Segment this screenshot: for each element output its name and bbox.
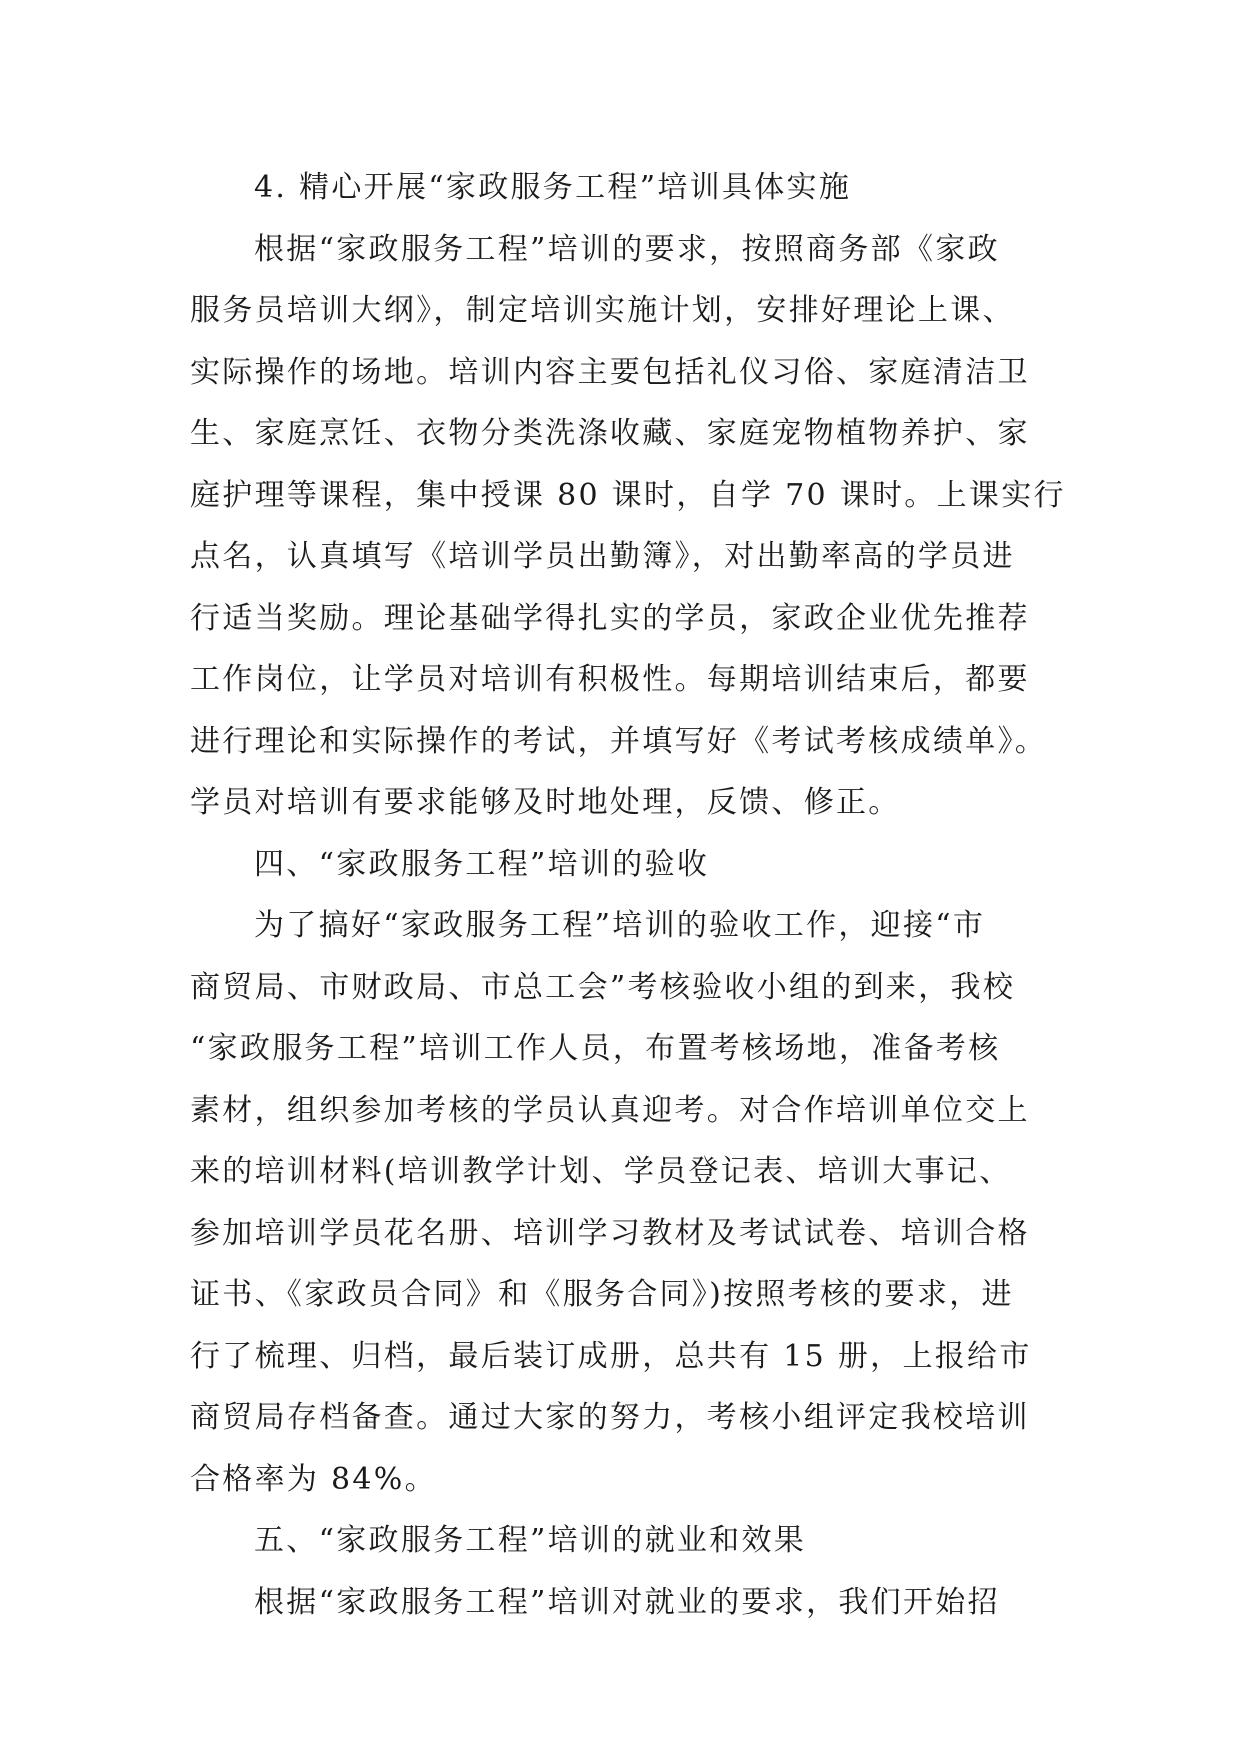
paragraph-line: 学员对培训有要求能够及时地处理，反馈、修正。 — [190, 785, 901, 820]
paragraph-line: 来的培训材料(培训教学计划、学员登记表、培训大事记、 — [190, 1154, 1012, 1189]
paragraph-line: 根据“家政服务工程”培训对就业的要求，我们开始招 — [254, 1584, 1000, 1620]
paragraph-line: 素材，组织参加考核的学员认真迎考。对合作培训单位交上 — [190, 1092, 1030, 1128]
paragraph-line: 根据“家政服务工程”培训的要求，按照商务部《家政 — [254, 231, 1000, 267]
paragraph-line: “家政服务工程”培训工作人员，布置考核场地，准备考核 — [190, 1031, 1001, 1066]
paragraph-line: 点名，认真填写《培训学员出勤簿》，对出勤率高的学员进 — [190, 539, 1015, 574]
paragraph-line: 合格率为 84%。 — [190, 1461, 437, 1497]
document-body — [190, 157, 1065, 1633]
paragraph-line: 工作岗位，让学员对培训有积极性。每期培训结束后，都要 — [190, 662, 1030, 697]
paragraph-line: 实际操作的场地。培训内容主要包括礼仪习俗、家庭清洁卫 — [190, 354, 1030, 390]
paragraph-line: 庭护理等课程，集中授课 80 课时，自学 70 课时。上课实行 — [190, 477, 1066, 513]
paragraph-line: 行适当奖励。理论基础学得扎实的学员，家政企业优先推荐 — [190, 600, 1030, 636]
paragraph-line: 商贸局、市财政局、市总工会”考核验收小组的到来，我校 — [190, 969, 1016, 1005]
section-heading-acceptance: 四、“家政服务工程”培训的验收 — [254, 846, 710, 882]
paragraph-line: 为了搞好“家政服务工程”培训的验收工作，迎接“市 — [254, 908, 986, 943]
paragraph-line: 参加培训学员花名册、培训学习教材及考试试卷、培训合格 — [190, 1215, 1030, 1251]
paragraph-line: 行了梳理、归档，最后装订成册，总共有 15 册，上报给市 — [190, 1338, 1032, 1374]
paragraph-line: 证书、《家政员合同》和《服务合同》)按照考核的要求，进 — [190, 1277, 1014, 1312]
paragraph-line: 进行理论和实际操作的考试，并填写好《考试考核成绩单》。 — [190, 723, 1048, 759]
paragraph-line: 商贸局存档备查。通过大家的努力，考核小组评定我校培训 — [190, 1400, 1030, 1435]
paragraph-line: 生、家庭烹饪、衣物分类洗涤收藏、家庭宠物植物养护、家 — [190, 416, 1030, 451]
section-heading-4: 4. 精心开展“家政服务工程”培训具体实施 — [254, 170, 852, 205]
section-heading-employment: 五、“家政服务工程”培训的就业和效果 — [254, 1523, 807, 1558]
paragraph-line: 服务员培训大纲》，制定培训实施计划，安排好理论上课、 — [190, 293, 1015, 328]
